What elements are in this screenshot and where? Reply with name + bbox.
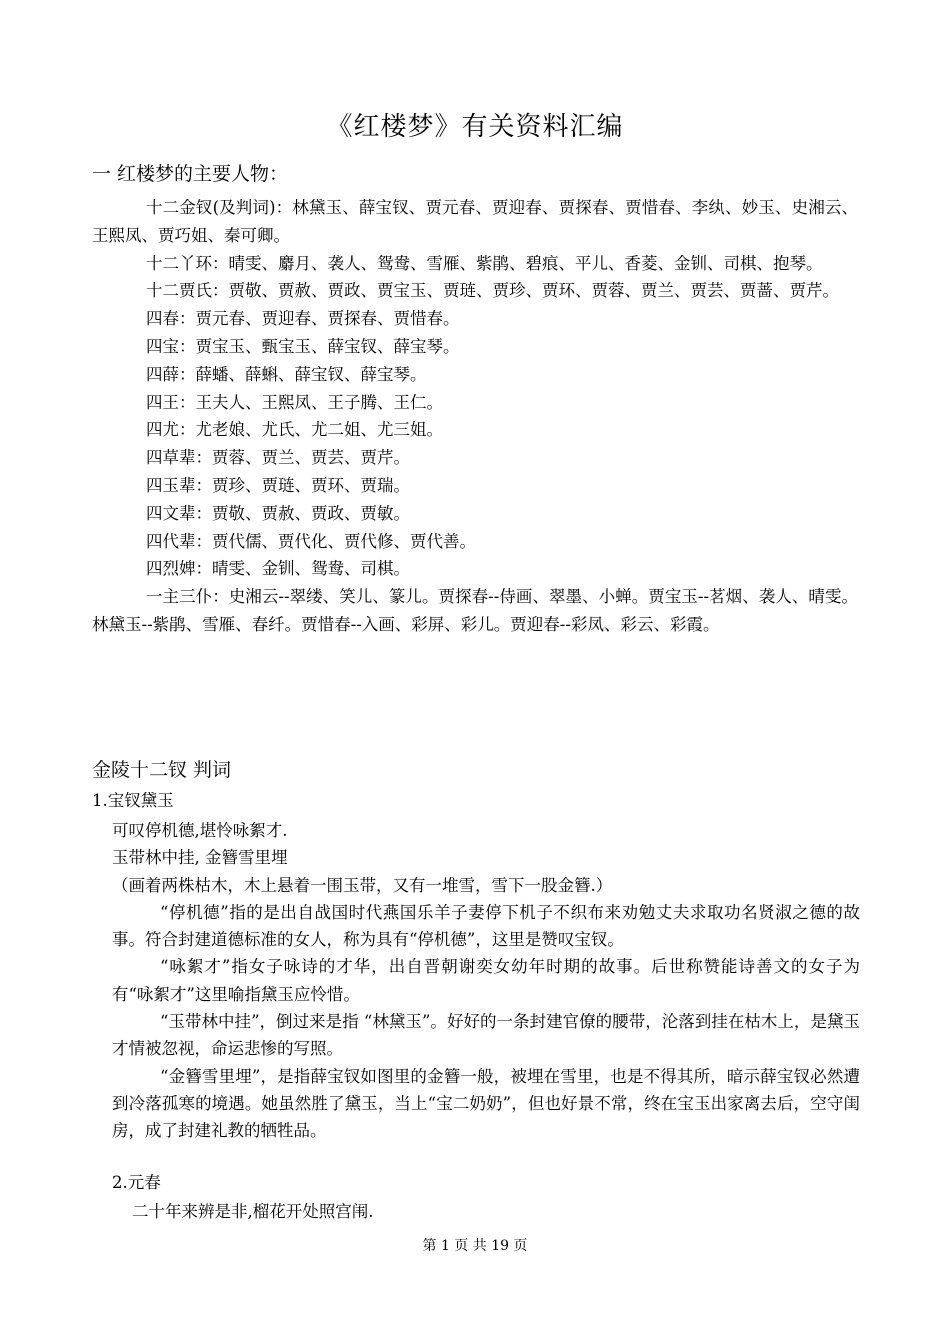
page-title: 《红楼梦》有关资料汇编 [326, 112, 624, 142]
section-heading-judgments: 金陵十二钗 判词 [92, 759, 232, 781]
paragraph-four-cao: 四草辈：贾蓉、贾兰、贾芸、贾芹。 [146, 448, 410, 468]
item-label-yuanchun: 2.元春 [112, 1173, 161, 1192]
explanation-paragraph: “玉带林中挂”，倒过来是指 “林黛玉”。好好的一条封建官僚的腰带，沦落到挂在枯木上，是黛玉才情被忽视，命运悲惨的写照。 [112, 1012, 860, 1059]
paragraph-four-wen: 四文辈：贾敬、贾赦、贾政、贾敏。 [146, 503, 410, 523]
picture-note: （画着两株枯木，木上悬着一围玉带，又有一堆雪，雪下一股金簪.） [112, 875, 613, 895]
item-label-baochai-daiyu: 1.宝钗黛玉 [92, 791, 174, 810]
item-body-baochai-daiyu [112, 817, 860, 1145]
verse-line: 玉带林中挂, 金簪雪里埋 [112, 848, 288, 868]
section-heading-characters: 一 红楼梦的主要人物： [92, 163, 289, 185]
paragraph-one-master-three-servants: 一主三仆：史湘云--翠缕、笑儿、篆儿。贾探春--侍画、翠墨、小蝉。贾宝玉--茗烟、袭人、晴雯。林黛玉--紫鹃、雪雁、春纤。贾惜春--入画、彩屏、彩儿。贾迎春--彩凤、彩云、彩霞。 [92, 587, 858, 634]
explanation-paragraph: “咏絮才”指女子咏诗的才华，出自晋朝谢奕女幼年时期的故事。后世称赞能诗善文的女子为有“咏絮才”这里喻指黛玉应怜惜。 [112, 957, 860, 1004]
paragraph-four-xue: 四薛：薛蟠、薛蝌、薛宝钗、薛宝琴。 [146, 364, 427, 384]
paragraph-twelve-hairpins: 十二金钗(及判词)：林黛玉、薛宝钗、贾元春、贾迎春、贾探春、贾惜春、李纨、妙玉、史湘云、王熙凤、贾巧姐、秦可卿。 [92, 198, 858, 245]
paragraph-four-yu: 四玉辈：贾珍、贾琏、贾环、贾瑞。 [146, 475, 410, 495]
paragraph-four-wang: 四王：王夫人、王熙凤、王子腾、王仁。 [146, 392, 443, 412]
explanation-paragraph: “金簪雪里埋”，是指薛宝钗如图里的金簪一般，被埋在雪里，也是不得其所，暗示薛宝钗必然遭到冷落孤寒的境遇。她虽然胜了黛玉，当上“宝二奶奶”，但也好景不常，终在宝玉出家离去后，空守闺房，成了封建礼教的牺牲品。 [112, 1066, 860, 1141]
characters-list [92, 194, 858, 639]
paragraph-twelve-maids: 十二丫环：晴雯、麝月、袭人、鸳鸯、雪雁、紫鹃、碧痕、平儿、香菱、金钏、司棋、抱琴。 [146, 253, 823, 273]
paragraph-twelve-jia: 十二贾氏：贾敬、贾赦、贾政、贾宝玉、贾琏、贾珍、贾环、贾蓉、贾兰、贾芸、贾蔷、贾芹。 [146, 281, 839, 301]
paragraph-four-chun: 四春：贾元春、贾迎春、贾探春、贾惜春。 [146, 309, 460, 329]
paragraph-four-bao: 四宝：贾宝玉、甄宝玉、薛宝钗、薛宝琴。 [146, 336, 460, 356]
paragraph-four-you: 四尤：尤老娘、尤氏、尤二姐、尤三姐。 [146, 420, 443, 440]
explanation-paragraph: “停机德”指的是出自战国时代燕国乐羊子妻停下机子不织布来劝勉丈夫求取功名贤淑之德的故事。符合封建道德标准的女人，称为具有“停机德”，这里是赞叹宝钗。 [112, 902, 860, 950]
paragraph-four-dai: 四代辈：贾代儒、贾代化、贾代修、贾代善。 [146, 531, 476, 551]
paragraph-four-maids: 四烈婢：晴雯、金钏、鸳鸯、司棋。 [146, 559, 410, 579]
verse-line: 二十年来辨是非,榴花开处照宫闱. [132, 1202, 374, 1221]
verse-line: 可叹停机德,堪怜咏絮才. [112, 821, 288, 840]
page-footer: 第 1 页 共 19 页 [422, 1238, 528, 1254]
